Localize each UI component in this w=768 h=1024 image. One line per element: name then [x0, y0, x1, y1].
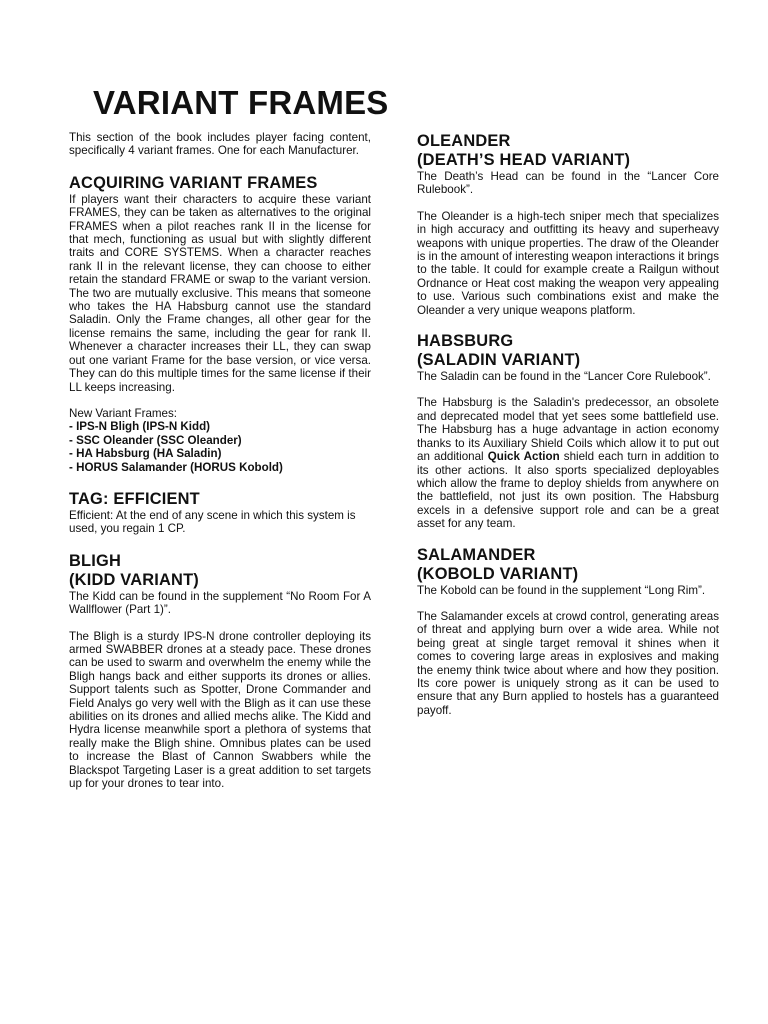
habsburg-text-b: shield each turn in addition to its other actions. It also sports specialized deployables which allow the frame to deploy shields from anywhere on the battlefield, not just its own position. The Habsburg excels in a defensive support role and can be a great asset for any team.: [417, 450, 719, 531]
acquiring-body: If players want their characters to acquire these variant FRAMES, they can be taken as alternatives to the original FRAMES when a pilot reaches rank II in the license for that mech, functioning as usual but with slightly different traits and CORE SYSTEMS. When a character reaches rank II in the relevant license, they can choose to either retain the standard FRAME or swap to the variant version. The two are mutually exclusive. This means that someone who takes the HA Habsburg cannot use the standard Saladin. Only the Frame changes, all other gear for the license remains the same, including the gear for rank II. Whenever a character increases their LL, they can swap out one variant Frame for the base version, or vice versa. They can do this multiple times for the same license if their LL keeps increasing.: [69, 192, 371, 394]
salamander-source: The Kobold can be found in the supplement “Long Rim”.: [417, 583, 706, 597]
tag-body: Efficient: At the end of any scene in which this system is used, you regain 1 CP.: [69, 508, 356, 536]
oleander-description: The Oleander is a high-tech sniper mech that specializes in high accuracy and outfitting its heavy and superheavy weapons with unique properties. The draw of the Oleander is in the amount of interesting weapon interactions it brings to the table. It could for example create a Railgun without Ordnance or Heat cost making the weapon very appealing to use. Various such combinations exist and make the Oleander a very unique weapons platform.: [417, 209, 719, 317]
habsburg-heading: HABSBURG: [417, 332, 514, 351]
oleander-subheading: (DEATH’S HEAD VARIANT): [417, 151, 631, 169]
oleander-heading: OLEANDER: [417, 132, 511, 150]
habsburg-subheading: (SALADIN VARIANT): [417, 351, 581, 370]
bligh-subheading: (KIDD VARIANT): [69, 570, 199, 589]
acquiring-section: [69, 174, 371, 474]
oleander-section: [417, 132, 719, 317]
bligh-heading: BLIGH: [69, 551, 121, 570]
list-item: - HA Habsburg (HA Saladin): [69, 447, 222, 461]
habsburg-description: [417, 396, 719, 530]
habsburg-section: [417, 332, 719, 530]
page-title: VARIANT FRAMES: [93, 84, 389, 121]
tag-heading: TAG: EFFICIENT: [69, 489, 200, 508]
habsburg-source: The Saladin can be found in the “Lancer Core Rulebook”.: [417, 370, 711, 384]
list-item: - SSC Oleander (SSC Oleander): [69, 433, 242, 447]
right-column: [417, 132, 719, 717]
habsburg-text-a: The Habsburg is the Saladin's predecessor, an obsolete and deprecated model that yet sees some battlefield use. The Habsburg has a huge advantage in action economy thanks to its Auxiliary Shield Coils which allow it to put out an additional: [417, 396, 719, 464]
acquiring-heading: ACQUIRING VARIANT FRAMES: [69, 173, 318, 192]
quick-action-term: Quick Action: [487, 450, 560, 464]
variant-frames-list: [69, 420, 371, 474]
list-item: - IPS-N Bligh (IPS-N Kidd): [69, 420, 211, 434]
salamander-subheading: (KOBOLD VARIANT): [417, 564, 579, 583]
bligh-description: The Bligh is a sturdy IPS-N drone controller deploying its armed SWABBER drones at a steady pace. These drones can be used to swarm and overwhelm the enemy while the Bligh hangs back and either supports its drones or allies. Support talents such as Spotter, Drone Commander and Field Analys go very well with the Bligh as it can use these abilities on its drones and allied mechs alike. The Kidd and Hydra license meanwhile sport a plethora of systems that really make the Bligh shine. Omnibus plates can be used to increase the Blast of Cannon Swabbers while the Blackspot Targeting Laser is a great addition to set targets up for your drones to tear into.: [69, 629, 371, 791]
list-item: - HORUS Salamander (HORUS Kobold): [69, 460, 283, 474]
frames-list-intro: New Variant Frames:: [69, 406, 178, 420]
bligh-section: [69, 552, 371, 791]
oleander-source: The Death’s Head can be found in the “Lancer Core Rulebook”.: [417, 170, 719, 197]
salamander-heading: SALAMANDER: [417, 545, 536, 564]
salamander-section: [417, 546, 719, 718]
intro-paragraph: This section of the book includes player facing content, specifically 4 variant frames. One for each Manufacturer.: [69, 131, 371, 158]
salamander-description: The Salamander excels at crowd control, generating areas of threat and applying burn over a wide area. While not being great at single target removal it shines when it comes to covering large areas in explosives and making the enemy think twice about where and how they position. Its core power is uniquely strong as it can be used to ensure that any Burn applied to hostels has a guaranteed payoff.: [417, 609, 719, 717]
bligh-source: The Kidd can be found in the supplement “No Room For A Wallflower (Part 1)”.: [69, 589, 371, 617]
tag-efficient-section: [69, 490, 371, 536]
left-column: [69, 131, 371, 790]
